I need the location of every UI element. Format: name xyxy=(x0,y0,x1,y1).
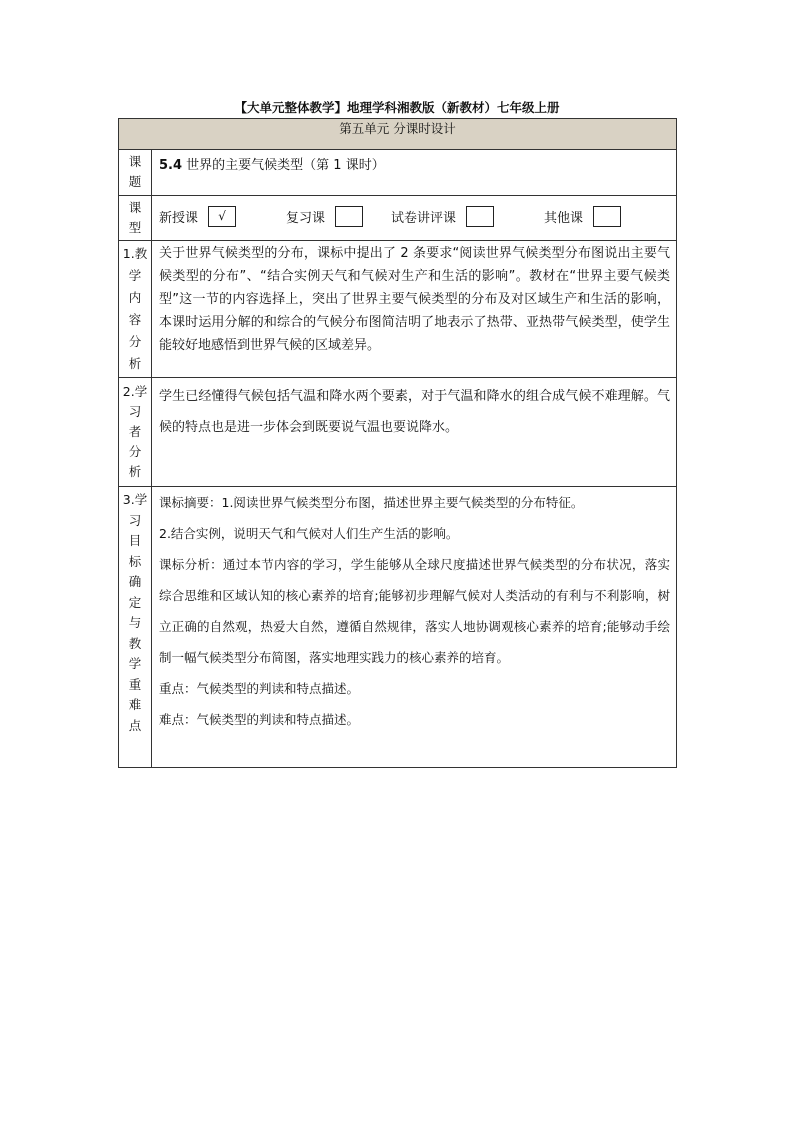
standard-summary-2: 2.结合实例，说明天气和气候对人们生产生活的影响。 xyxy=(159,526,459,541)
content-analysis-row xyxy=(119,241,677,378)
lesson-type-cell xyxy=(152,196,677,241)
lesson-title-cell xyxy=(152,150,677,196)
content-analysis-label: 1.教 学 内 容 分 析 xyxy=(119,241,152,378)
learner-analysis-cell xyxy=(152,378,677,487)
lesson-type-exam: 试卷讲评课 xyxy=(391,206,544,227)
content-analysis-cell xyxy=(152,241,677,378)
exam-review-checkbox[interactable] xyxy=(466,206,494,227)
key-point: 重点：气候类型的判读和特点描述。 xyxy=(159,681,360,696)
content-analysis-text: 关于世界气候类型的分布，课标中提出了 2 条要求“阅读世界气候类型分布图说出主要气候类型的分布”、“结合实例天气和气候对生产和生活的影响”。教材在“世界主要气候类型”这一节的内容选择上，突出了世界主要气候类型的分布及对区域生产和生活的影响，本课时运用分解的和综合的气候分布图简洁明了地表示了热带、亚热带气候类型，使学生能较好地感悟到世界气候的区域差异。 xyxy=(159,246,671,353)
document-header: 【大单元整体教学】地理学科湘教版（新教材）七年级上册 xyxy=(234,100,560,115)
lesson-type-new: 新授课 √ xyxy=(159,206,286,227)
objectives-label: 3.学 习 目 标 确 定 与 教 学 重 难 点 xyxy=(119,487,152,768)
objectives-cell xyxy=(152,487,677,768)
lesson-title-label: 课 题 xyxy=(119,150,152,196)
unit-title-row xyxy=(119,119,677,150)
objectives-row xyxy=(119,487,677,768)
lesson-type-label: 课 型 xyxy=(119,196,152,241)
standard-summary: 课标摘要：1.阅读世界气候类型分布图，描述世界主要气候类型的分布特征。 xyxy=(159,495,584,510)
new-lesson-checkbox[interactable]: √ xyxy=(208,206,236,227)
difficult-point: 难点：气候类型的判读和特点描述。 xyxy=(159,712,360,727)
learner-analysis-label: 2.学 习 者 分 析 xyxy=(119,378,152,487)
lesson-number: 5.4 xyxy=(159,158,183,173)
lesson-plan-table xyxy=(118,118,677,768)
standard-analysis: 课标分析：通过本节内容的学习，学生能够从全球尺度描述世界气候类型的分布状况，落实综合思维和区域认知的核心素养的培育;能够初步理解气候对人类活动的有利与不利影响，树立正确的自然观，热爱大自然，遵循自然规律，落实人地协调观核心素养的培育;能够动手绘制一幅气候类型分布简图，落实地理实践力的核心素养的培育。 xyxy=(159,557,671,665)
learner-analysis-text: 学生已经懂得气候包括气温和降水两个要素，对于气温和降水的组合成气候不难理解。气候的特点也是进一步体会到既要说气温也要说降水。 xyxy=(159,389,671,435)
lesson-title-row xyxy=(119,150,677,196)
lesson-type-other: 其他课 xyxy=(544,206,621,227)
lesson-type-review: 复习课 xyxy=(286,206,391,227)
lesson-title: 世界的主要气候类型（第 1 课时） xyxy=(186,158,385,173)
other-lesson-checkbox[interactable] xyxy=(593,206,621,227)
review-lesson-checkbox[interactable] xyxy=(335,206,363,227)
lesson-type-row xyxy=(119,196,677,241)
unit-title: 第五单元 分课时设计 xyxy=(119,119,677,150)
learner-analysis-row xyxy=(119,378,677,487)
